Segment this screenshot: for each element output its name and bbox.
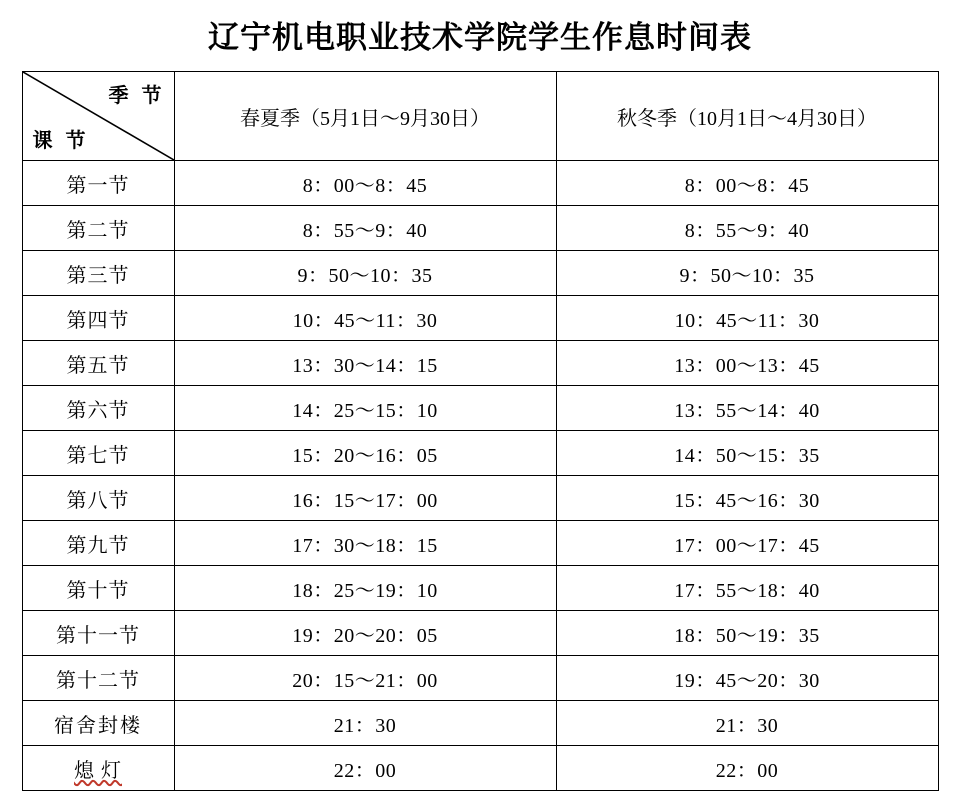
corner-header-cell: [22, 72, 174, 161]
cell-spring-summer: 18：25～19：10: [174, 566, 556, 611]
cell-autumn-winter: 14：50～15：35: [556, 431, 938, 476]
cell-spring-summer: 8：55～9：40: [174, 206, 556, 251]
cell-spring-summer: 15：20～16：05: [174, 431, 556, 476]
cell-autumn-winter: 13：00～13：45: [556, 341, 938, 386]
table-row: [22, 296, 938, 341]
table-row: [22, 161, 938, 206]
table-row: [22, 431, 938, 476]
cell-spring-summer: 10：45～11：30: [174, 296, 556, 341]
row-label: 第六节: [22, 386, 174, 431]
cell-autumn-winter: 21：30: [556, 701, 938, 746]
cell-autumn-winter: 8：55～9：40: [556, 206, 938, 251]
row-label: 第八节: [22, 476, 174, 521]
table-row: [22, 521, 938, 566]
table-row: [22, 476, 938, 521]
row-label: 第十节: [22, 566, 174, 611]
table-header: [22, 72, 938, 161]
corner-season-label: 季 节: [108, 85, 166, 107]
cell-spring-summer: 20：15～21：00: [174, 656, 556, 701]
row-label: 第九节: [22, 521, 174, 566]
cell-autumn-winter: 22：00: [556, 746, 938, 791]
table-row: [22, 386, 938, 431]
table-row: [22, 566, 938, 611]
table-row: [22, 251, 938, 296]
cell-spring-summer: 19：20～20：05: [174, 611, 556, 656]
row-label: 第四节: [22, 296, 174, 341]
column-header-spring-summer: 春夏季（5月1日～9月30日）: [174, 72, 556, 161]
page-title: 辽宁机电职业技术学院学生作息时间表: [208, 20, 752, 55]
table-row: [22, 206, 938, 251]
cell-autumn-winter: 19：45～20：30: [556, 656, 938, 701]
row-label: 第五节: [22, 341, 174, 386]
row-label: 第二节: [22, 206, 174, 251]
cell-spring-summer: 21：30: [174, 701, 556, 746]
cell-spring-summer: 22：00: [174, 746, 556, 791]
row-label: 第三节: [22, 251, 174, 296]
cell-spring-summer: 9：50～10：35: [174, 251, 556, 296]
cell-spring-summer: 13：30～14：15: [174, 341, 556, 386]
cell-autumn-winter: 15：45～16：30: [556, 476, 938, 521]
cell-autumn-winter: 18：50～19：35: [556, 611, 938, 656]
cell-autumn-winter: 13：55～14：40: [556, 386, 938, 431]
cell-autumn-winter: 10：45～11：30: [556, 296, 938, 341]
row-label: 第十一节: [22, 611, 174, 656]
row-label: 第十二节: [22, 656, 174, 701]
table-row: [22, 656, 938, 701]
corner-period-label: 课 节: [32, 130, 90, 152]
cell-autumn-winter: 8：00～8：45: [556, 161, 938, 206]
cell-spring-summer: 16：15～17：00: [174, 476, 556, 521]
cell-spring-summer: 8：00～8：45: [174, 161, 556, 206]
cell-autumn-winter: 9：50～10：35: [556, 251, 938, 296]
column-header-autumn-winter: 秋冬季（10月1日～4月30日）: [556, 72, 938, 161]
table-header-row: [22, 72, 938, 161]
cell-spring-summer: 14：25～15：10: [174, 386, 556, 431]
cell-spring-summer: 17：30～18：15: [174, 521, 556, 566]
cell-autumn-winter: 17：00～17：45: [556, 521, 938, 566]
table-row: [22, 611, 938, 656]
table-row: [22, 701, 938, 746]
row-label: 第七节: [22, 431, 174, 476]
table-body: [22, 161, 938, 791]
table-row: [22, 341, 938, 386]
row-label: 熄 灯: [22, 746, 174, 791]
cell-autumn-winter: 17：55～18：40: [556, 566, 938, 611]
row-label: 宿舍封楼: [22, 701, 174, 746]
row-label: 第一节: [22, 161, 174, 206]
schedule-table: [22, 71, 939, 791]
